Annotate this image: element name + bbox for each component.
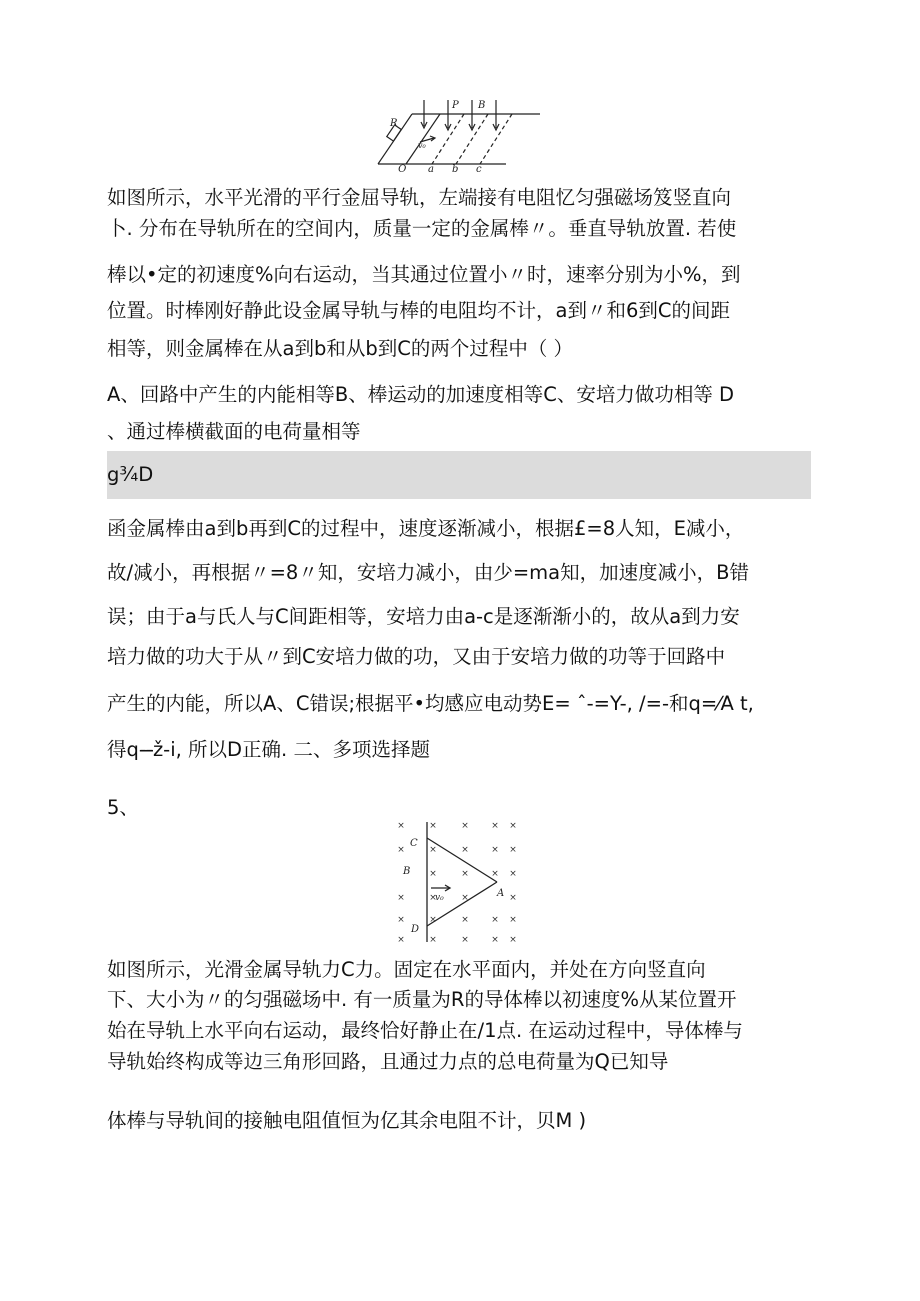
- field-cross: ×: [461, 845, 469, 855]
- option-line-1: A、回路中产生的内能相等B、棒运动的加速度相等C、安培力做功相等 D: [107, 383, 735, 406]
- label-v0: v₀: [435, 893, 444, 903]
- field-cross: ×: [429, 869, 437, 879]
- explanation-line-2: 故/减小，再根据〃=8〃知，安培力减小，由少=ma知，加速度减小，B错: [107, 561, 749, 584]
- label-B: B: [403, 866, 411, 877]
- field-cross: ×: [461, 821, 469, 831]
- field-cross: ×: [429, 821, 437, 831]
- question-line-3: 棒以•定的初速度%向右运动，当其通过位置小〃时，速率分别为小%，到: [107, 263, 741, 286]
- field-cross: ×: [461, 935, 469, 945]
- field-cross: ×: [509, 869, 517, 879]
- label-v0: v₀: [418, 141, 426, 150]
- question5-line-1: 如图所示，光滑金属导轨力C力。固定在水平面内，并处在方向竖直向: [107, 958, 706, 981]
- field-cross: ×: [397, 915, 405, 925]
- question5-line-3: 始在导轨上水平向右运动，最终恰好静止在/1点. 在运动过程中，导体棒与: [107, 1019, 743, 1042]
- field-cross: ×: [461, 915, 469, 925]
- field-cross: ×: [461, 893, 469, 903]
- field-cross: ×: [509, 935, 517, 945]
- field-cross: ×: [397, 935, 405, 945]
- field-cross: ×: [491, 869, 499, 879]
- question-line-5: 相等，则金属棒在从a到b和从b到C的两个过程中（ ）: [107, 337, 574, 360]
- question5-line-5: 体棒与导轨间的接触电阻值恒为亿其余电阻不计，贝M ): [107, 1109, 587, 1132]
- field-cross: ×: [429, 915, 437, 925]
- field-cross: ×: [509, 915, 517, 925]
- field-cross: ×: [491, 845, 499, 855]
- label-A: A: [497, 888, 505, 899]
- label-Q: Q: [398, 164, 407, 172]
- label-D: D: [411, 924, 420, 935]
- answer-label: g¾D: [107, 463, 154, 486]
- explanation-line-4: 培力做的功大于从〃到C安培力做的功，又由于安培力做的功等于回路中: [107, 645, 726, 668]
- explanation-line-5: 产生的内能，所以A、C错误;根据平•均感应电动势E= ˆ-=Y-, /=-和q=⁄A t,: [107, 692, 754, 715]
- label-a: a: [428, 164, 434, 172]
- field-cross: ×: [461, 869, 469, 879]
- label-b: b: [452, 164, 459, 172]
- field-cross: ×: [509, 845, 517, 855]
- label-R: R: [390, 118, 398, 129]
- field-cross: ×: [509, 893, 517, 903]
- explanation-line-6: 得q--̶ž-i, 所以D正确. 二、多项选择题: [107, 738, 430, 761]
- rail-resistor-figure: [372, 96, 542, 172]
- question5-line-4: 导轨始终构成等边三角形回路，且通过力点的总电荷量为Q已知导: [107, 1050, 669, 1073]
- label-B: B: [478, 100, 486, 111]
- field-cross: ×: [429, 935, 437, 945]
- question-line-1: 如图所示，水平光滑的平行金屈导轨，左端接有电阻忆匀强磁场笈竖直向: [107, 186, 732, 209]
- field-cross: ×: [491, 935, 499, 945]
- field-cross: ×: [491, 915, 499, 925]
- field-cross: ×: [429, 845, 437, 855]
- label-P: P: [452, 100, 459, 111]
- field-cross: ×: [429, 893, 437, 903]
- field-cross: ×: [397, 893, 405, 903]
- explanation-line-3: 误；由于a与氏人与C间距相等，安培力由a-c是逐渐渐小的，故从a到力安: [107, 605, 740, 628]
- question5-line-2: 下、大小为〃的匀强磁场中. 有一质量为R的导体棒以初速度%从某位置开: [107, 988, 737, 1011]
- triangle-rail-figure: [385, 818, 525, 948]
- field-cross: ×: [397, 821, 405, 831]
- label-C: C: [410, 838, 418, 849]
- field-cross: ×: [397, 845, 405, 855]
- field-cross: ×: [491, 821, 499, 831]
- question-line-2: 卜. 分布在导轨所在的空间内，质量一定的金属棒〃。垂直导轨放置. 若使: [107, 217, 737, 240]
- answer-bar: [107, 451, 811, 499]
- option-line-2: 、通过棒横截面的电荷量相等: [107, 420, 361, 443]
- explanation-line-1: 函金属棒由a到b再到C的过程中，速度逐渐减小，根据£=8人知，E减小，: [107, 517, 745, 540]
- field-cross: ×: [509, 821, 517, 831]
- label-c: c: [476, 164, 482, 172]
- question-line-4: 位置。时棒刚好静此设金属导轨与棒的电阻均不计，a到〃和6到C的间距: [107, 299, 730, 322]
- question5-number: 5、: [107, 796, 139, 819]
